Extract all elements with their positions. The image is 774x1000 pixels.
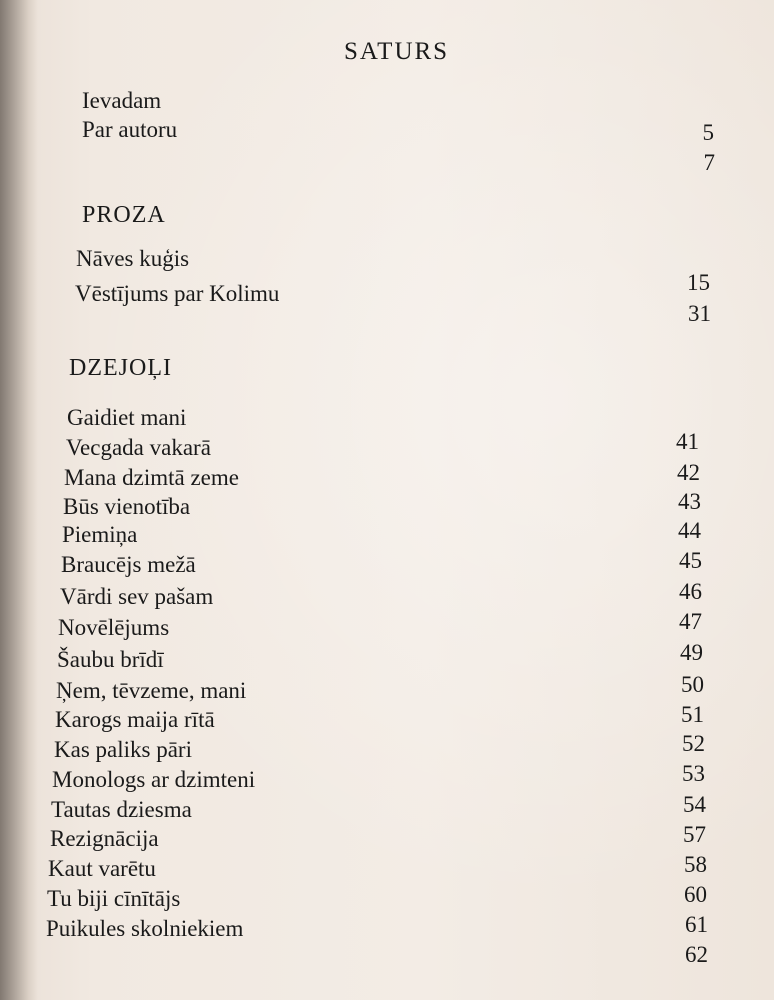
toc-entry: Kaut varētu <box>48 856 156 881</box>
toc-entry-par-autoru: Par autoru <box>82 117 178 142</box>
page-number: 44 <box>678 518 701 543</box>
page-title: SATURS <box>344 38 450 65</box>
page-number: 61 <box>685 912 708 937</box>
page-number: 58 <box>684 852 707 877</box>
book-binding <box>0 0 38 1000</box>
toc-entry: Tu biji cīnītājs <box>47 886 181 911</box>
toc-entry: Vecgada vakarā <box>66 435 211 460</box>
toc-entry: Monologs ar dzimteni <box>52 767 256 792</box>
section-heading-dzejoli: DZEJOĻI <box>69 355 172 381</box>
page-number: 47 <box>679 609 702 634</box>
toc-entry-vestijums-par-kolimu: Vēstījums par Kolimu <box>75 281 280 306</box>
page-number: 62 <box>685 942 708 967</box>
page-number: 5 <box>702 120 714 145</box>
page-number: 50 <box>681 672 704 697</box>
page-number: 54 <box>683 792 706 817</box>
page-number: 52 <box>682 731 705 756</box>
toc-entry: Mana dzimtā zeme <box>64 465 239 490</box>
page-number: 53 <box>682 761 705 786</box>
page-number: 60 <box>684 882 707 907</box>
page-number: 31 <box>688 301 711 326</box>
toc-entry: Novēlējums <box>58 615 170 640</box>
page-number: 45 <box>679 548 702 573</box>
page-number: 51 <box>681 702 704 727</box>
section-heading-proza: PROZA <box>82 202 166 228</box>
toc-entry: Gaidiet mani <box>67 405 187 430</box>
toc-entry: Kas paliks pāri <box>54 737 192 762</box>
toc-entry: Tautas dziesma <box>51 797 192 822</box>
toc-entry: Puikules skolniekiem <box>46 916 244 941</box>
page-number: 49 <box>680 640 703 665</box>
toc-entry: Ņem, tēvzeme, mani <box>56 678 247 703</box>
page-number: 15 <box>687 270 710 295</box>
toc-entry: Šaubu brīdī <box>57 647 164 672</box>
toc-entry-naves-kugis: Nāves kuģis <box>76 246 190 271</box>
page-number: 7 <box>703 150 715 175</box>
page-number: 57 <box>683 822 706 847</box>
toc-entry: Rezignācija <box>50 826 159 851</box>
toc-entry: Vārdi sev pašam <box>60 584 214 609</box>
page-number: 41 <box>676 429 699 454</box>
toc-entry: Piemiņa <box>62 522 138 547</box>
page-number: 42 <box>677 460 700 485</box>
page-number: 46 <box>679 579 702 604</box>
toc-entry: Karogs maija rītā <box>55 707 215 732</box>
toc-entry: Būs vienotība <box>63 494 191 519</box>
toc-entry-ievadam: Ievadam <box>82 88 162 113</box>
toc-entry: Braucējs mežā <box>61 552 196 577</box>
page-number: 43 <box>678 489 701 514</box>
